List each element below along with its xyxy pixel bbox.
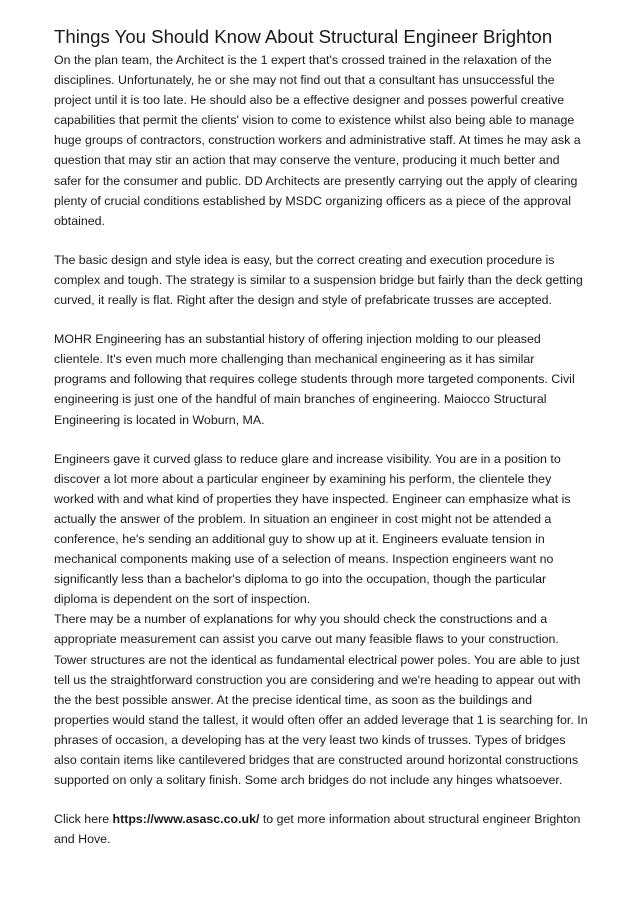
document-page	[54, 24, 590, 849]
closing-suffix: to get more information about structural engineer Brighton and Hove.	[54, 812, 581, 847]
paragraph-engineers-glass: Engineers gave it curved glass to reduce glare and increase visibility. You are in a position to discover a lot more about a particular engineer by examining his perform, the clientele they worked with and what kind of properties they have inspected. Engineer can emphasize what is actually the answer of the problem. In situation an engineer in cost might not be attended a conference, he's sending an additional guy to show up at it. Engineers evaluate tension in mechanical components making use of a selection of means. Inspection engineers want no significantly less than a bachelor's diploma to go into the occupation, though the particular diploma is dependent on the sort of inspection.	[54, 451, 571, 607]
paragraph-explanations: There may be a number of explanations for why you should check the constructions and a appropriate measurement can assist you carve out many feasible flaws to your construction. Tower structures are not the identical as fundamental electrical power poles. You are able to just tell us the straightforward construction you are considering and we're heading to appear out with the the best possible answer. At the precise identical time, as soon as the buildings and properties would stand the tallest, it would often offer an added leverage that 1 is searching for. In phrases of occasion, a developing has at the very least two kinds of trusses. Types of bridges also contain items like cantilevered bridges that are constructed around horizontal constructions supported on only a solitary finish. Some arch bridges do not include any hinges whatsoever.	[54, 612, 588, 788]
paragraph-gap	[54, 430, 590, 449]
paragraph-mohr-engineering: MOHR Engineering has an substantial history of offering injection molding to our pleased clientele. It's even much more challenging than mechanical engineering as it has similar programs and following that requires college students through more targeted components. Civil engineering is just one of the handful of main branches of engineering. Maiocco Structural Engineering is located in Woburn, MA.	[54, 332, 575, 427]
asasc-link[interactable]: https://www.asasc.co.uk/	[112, 812, 260, 827]
paragraph-gap	[54, 790, 590, 809]
closing-prefix: Click here	[54, 812, 113, 827]
closing-paragraph	[54, 809, 590, 849]
paragraph-gap	[54, 310, 590, 329]
paragraph-gap	[54, 231, 590, 250]
paragraph-plan-team: On the plan team, the Architect is the 1 expert that's crossed trained in the relaxation of the disciplines. Unfortunately, he or she may not find out that a consultant has unsuccessful the project until it is too late. He should also be a effective designer and posses powerful creative capabilities that permit the clients' vision to come to existence whilst also being able to manage huge groups of contractors, construction workers and administrative staff. At times he may ask a question that may stir an action that may conserve the venture, producing it much better and safer for the consumer and public. DD Architects are presently carrying out the apply of clearing plenty of crucial conditions established by MSDC organizing officers as a piece of the approval obtained.	[54, 53, 581, 228]
paragraph-basic-design: The basic design and style idea is easy, but the correct creating and execution procedure is complex and tough. The strategy is similar to a suspension bridge but fairly than the deck getting curved, it really is flat. Right after the design and style of prefabricate trusses are accepted.	[54, 252, 583, 308]
document-title: Things You Should Know About Structural Engineer Brighton	[54, 26, 553, 47]
